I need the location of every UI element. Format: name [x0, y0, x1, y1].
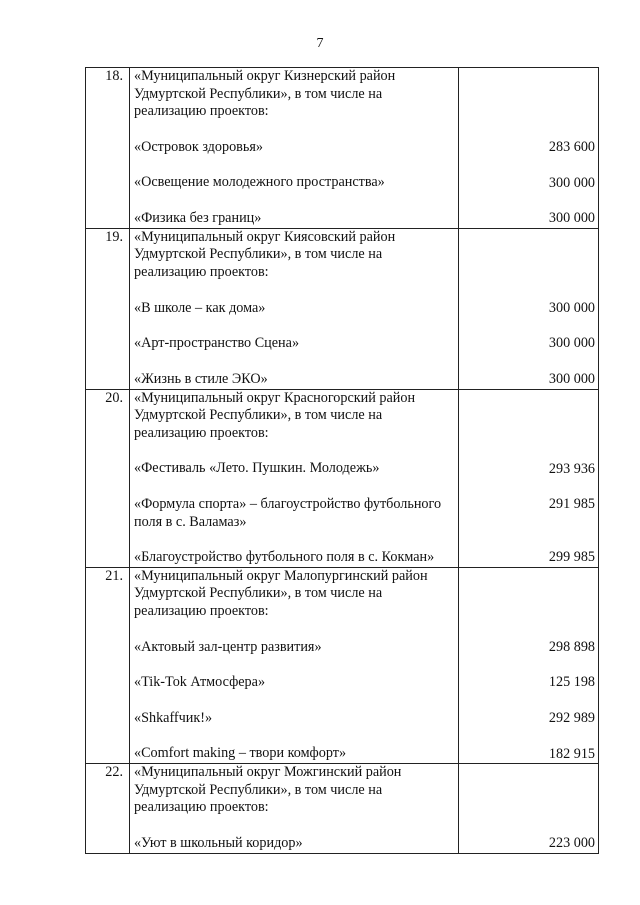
table-row	[86, 68, 599, 229]
project-name: «Comfort making – твори комфорт»	[134, 745, 347, 762]
municipality-title: «Муниципальный округ Киясовский район Удмуртской Республики», в том числе на реализацию проектов:	[134, 228, 396, 280]
project-name: «Актовый зал-центр развития»	[134, 638, 322, 655]
project-name: «Tik-Tok Атмосфера»	[134, 674, 266, 691]
project-name: «Физика без границ»	[134, 209, 262, 226]
row-amounts	[459, 764, 599, 854]
project-name: «Благоустройство футбольного поля в с. Кокман»	[134, 549, 435, 566]
project-amount: 291 985	[548, 496, 595, 513]
municipality-title: «Муниципальный округ Малопургинский район Удмуртской Республики», в том числе на реализацию проектов:	[134, 567, 428, 619]
amount-spacer	[463, 568, 595, 621]
row-description	[130, 68, 459, 229]
project-name: «Жизнь в стиле ЭКО»	[134, 370, 268, 387]
row-number: 21.	[86, 567, 130, 763]
row-number: 22.	[86, 764, 130, 854]
project-amount: 125 198	[548, 674, 595, 691]
row-amounts	[459, 68, 599, 229]
funding-table-body	[86, 68, 599, 854]
project-name: «Островок здоровья»	[134, 138, 263, 155]
project-amount: 299 985	[548, 549, 595, 566]
project-amount: 182 915	[548, 745, 595, 762]
page-number: 7	[316, 36, 324, 51]
project-name: «Формула спорта» – благоустройство футбольного поля в с. Валамаз»	[134, 495, 442, 530]
row-description	[130, 389, 459, 567]
table-row	[86, 228, 599, 389]
row-amounts	[459, 228, 599, 389]
row-number: 19.	[86, 228, 130, 389]
row-description	[130, 228, 459, 389]
project-amount: 298 898	[548, 638, 595, 655]
table-row	[86, 567, 599, 763]
amount-spacer	[463, 229, 595, 282]
project-amount: 300 000	[548, 174, 595, 191]
project-amount: 300 000	[548, 335, 595, 352]
row-description	[130, 567, 459, 763]
project-amount: 283 600	[548, 139, 595, 155]
project-name: «Фестиваль «Лето. Пушкин. Молодежь»	[134, 460, 380, 477]
project-amount: 300 000	[548, 299, 595, 316]
municipality-title: «Муниципальный округ Кизнерский район Удмуртской Республики», в том числе на реализацию проектов:	[134, 68, 396, 120]
amount-spacer	[463, 68, 595, 121]
table-row	[86, 764, 599, 854]
row-description	[130, 764, 459, 854]
project-name: «Shkaffчик!»	[134, 709, 213, 726]
row-number: 20.	[86, 389, 130, 567]
project-amount: 300 000	[548, 210, 595, 227]
municipality-title: «Муниципальный округ Красногорский район Удмуртской Республики», в том числе на реализацию проектов:	[134, 389, 416, 441]
amount-spacer	[463, 764, 595, 817]
project-amount: 292 989	[548, 709, 595, 726]
table-row	[86, 389, 599, 567]
project-amount: 300 000	[548, 370, 595, 387]
funding-table	[85, 67, 599, 854]
amount-spacer	[463, 390, 595, 443]
municipality-title: «Муниципальный округ Можгинский район Удмуртской Республики», в том числе на реализацию проектов:	[134, 764, 402, 816]
project-name: «Арт-пространство Сцена»	[134, 335, 300, 352]
row-amounts	[459, 389, 599, 567]
project-name: «В школе – как дома»	[134, 299, 266, 316]
project-amount: 293 936	[548, 460, 595, 477]
project-amount: 223 000	[548, 835, 595, 852]
project-name: «Уют в школьный коридор»	[134, 834, 303, 851]
row-number: 18.	[86, 68, 130, 229]
project-name: «Освещение молодежного пространства»	[134, 174, 385, 191]
row-amounts	[459, 567, 599, 763]
